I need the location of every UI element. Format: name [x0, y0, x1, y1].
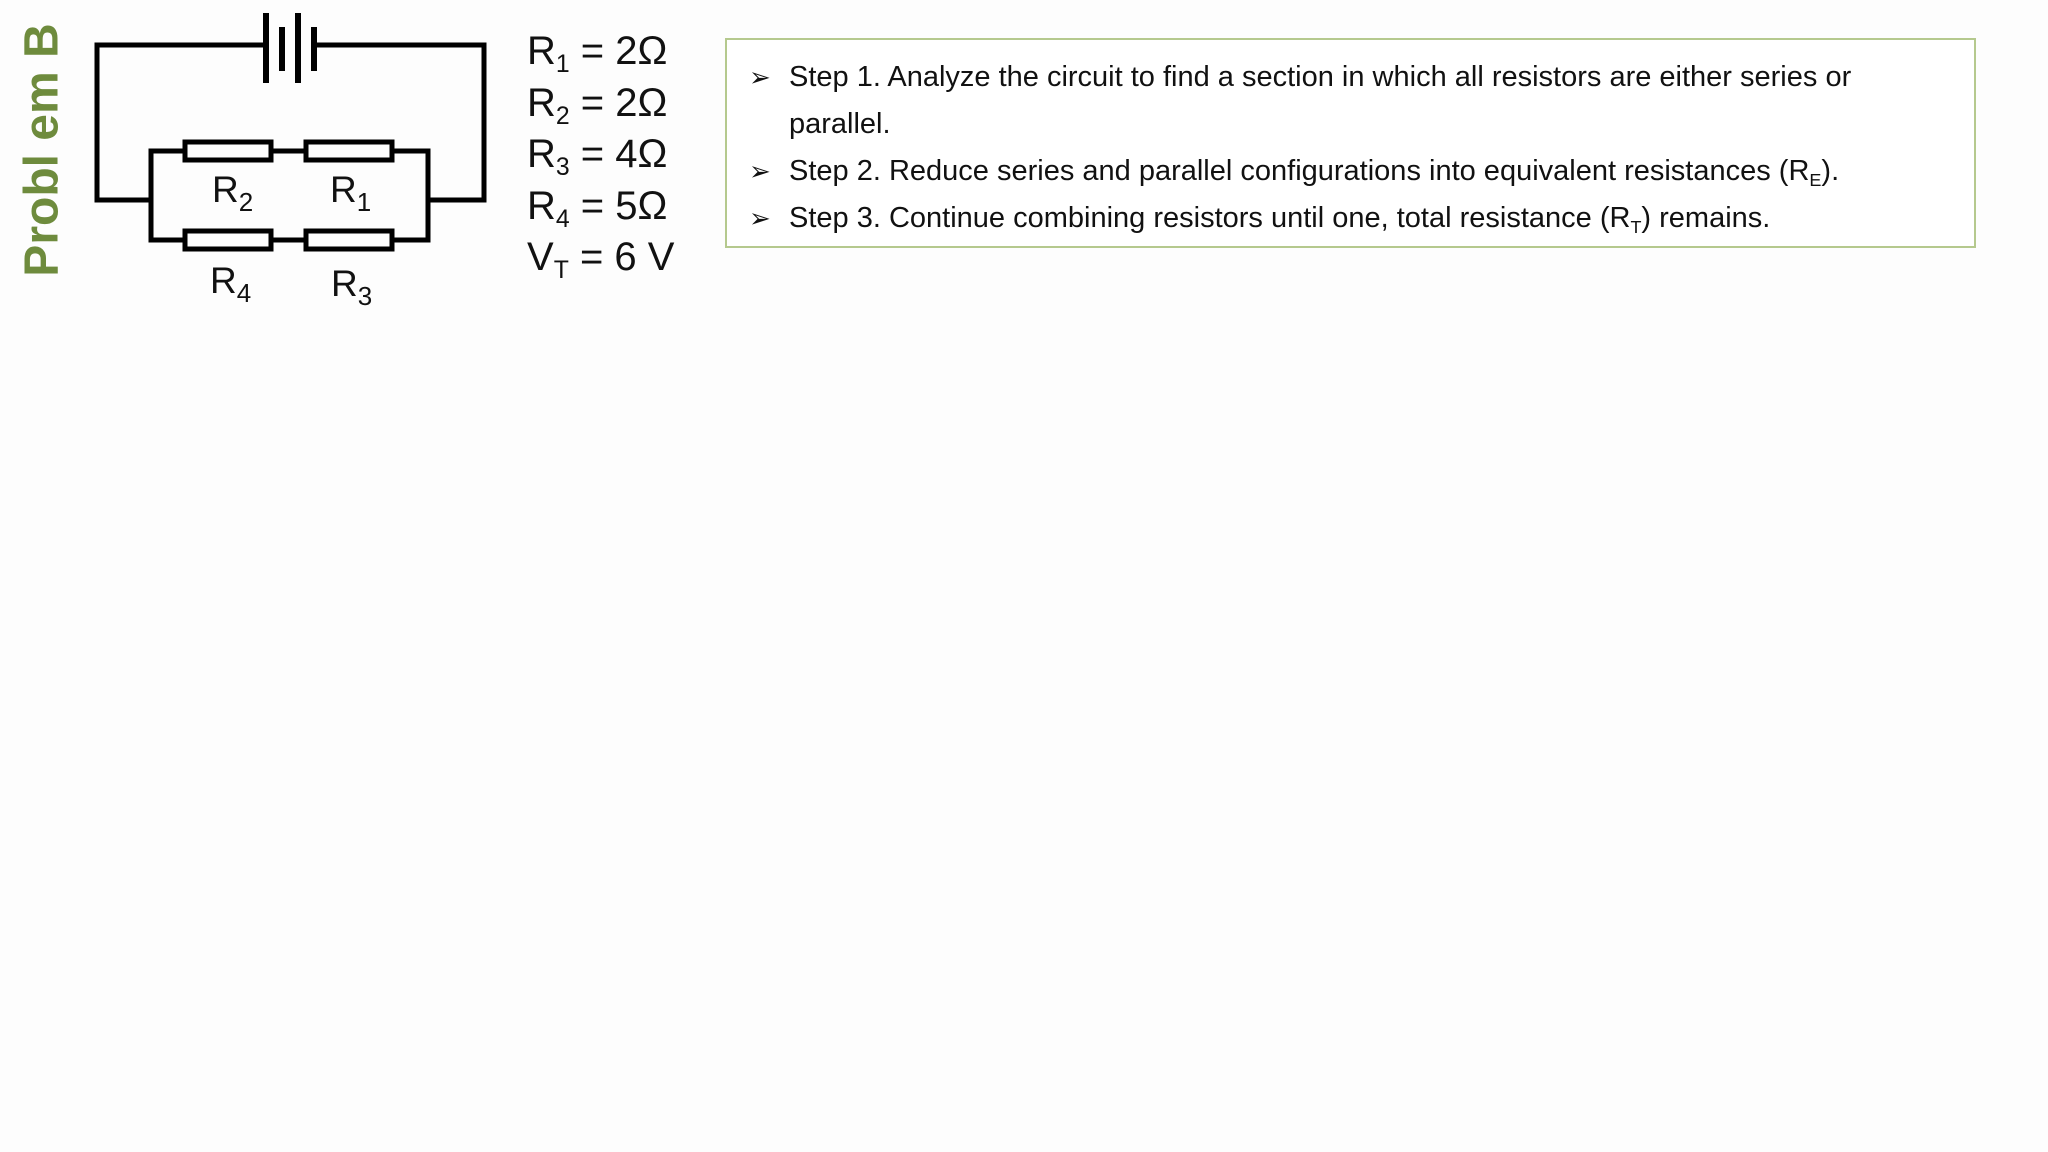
value-vt: $V_T = 6$ V	[527, 235, 675, 284]
label-r2: $R_2$	[212, 169, 254, 217]
step-2: ➢ Step 2. Reduce series and parallel configurations into equivalent resistances $(R_E)$.	[747, 148, 1954, 195]
resistor-r1	[306, 142, 392, 160]
arrow-bullet-icon: ➢	[749, 62, 771, 92]
resistor-r3	[306, 231, 392, 249]
label-r1: $R_1$	[330, 169, 372, 217]
arrow-bullet-icon: ➢	[749, 156, 771, 186]
step-3: ➢ Step 3. Continue combining resistors until one, total resistance $(R_T)$ remains.	[747, 195, 1954, 242]
label-r4: $R_4$	[210, 260, 252, 308]
value-r2: $R_2 = 2\Omega$	[527, 80, 668, 130]
value-r1: $R_1 = 2\Omega$	[527, 29, 668, 78]
resistor-r2	[185, 142, 271, 160]
value-r4: $R_4 = 5\Omega$	[527, 183, 668, 233]
label-r3: $R_3$	[331, 263, 373, 311]
step-1: ➢ Step 1. Analyze the circuit to find a section in which all resistors are either series or parallel.	[747, 54, 1954, 148]
given-values	[527, 26, 674, 284]
arrow-bullet-icon: ➢	[749, 203, 771, 233]
problem-title: Probl em B	[15, 23, 69, 277]
resistor-r4	[185, 231, 271, 249]
steps-box	[725, 38, 1976, 248]
value-r3: $R_3 = 4\Omega$	[527, 132, 668, 181]
